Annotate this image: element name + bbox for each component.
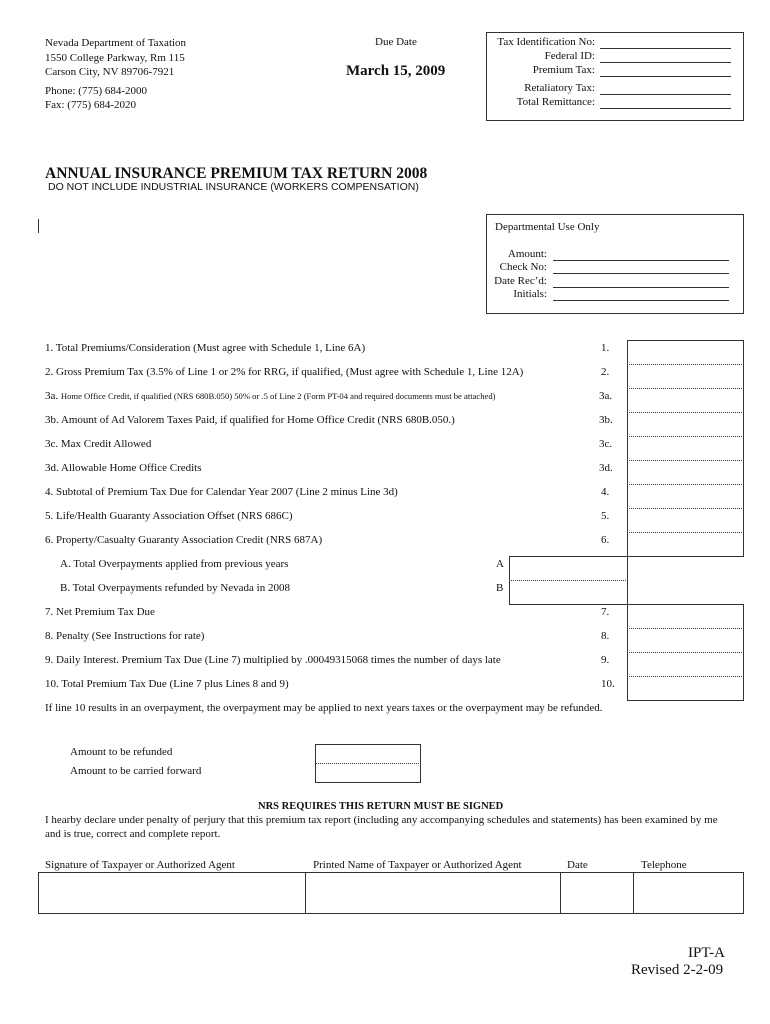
line-number: 9. <box>601 654 610 666</box>
line-item: 9. Daily Interest. Premium Tax Due (Line 7) multiplied by .00049315068 times the number of days late <box>45 654 501 666</box>
line-3c-amount[interactable] <box>627 436 744 461</box>
line-10-amount[interactable] <box>627 676 744 701</box>
retaliatory-tax-label: Retaliatory Tax: <box>524 82 595 94</box>
line-item: 3c. Max Credit Allowed <box>45 438 152 450</box>
premium-tax-label: Premium Tax: <box>532 64 595 76</box>
line-item: A. Total Overpayments applied from previous years <box>60 558 289 570</box>
line-item: 6. Property/Casualty Guaranty Association Credit (NRS 687A) <box>45 534 323 546</box>
line-2-amount[interactable] <box>627 364 744 389</box>
line-3b-amount[interactable] <box>627 412 744 437</box>
line-number: 7. <box>601 606 610 618</box>
revision-date: Revised 2-2-09 <box>631 962 724 978</box>
line-number: 6. <box>601 534 610 546</box>
signature-heading: NRS REQUIRES THIS RETURN MUST BE SIGNED <box>258 801 504 812</box>
due-date: March 15, 2009 <box>346 63 446 79</box>
line-5-amount[interactable] <box>627 508 744 533</box>
address-block <box>45 36 186 113</box>
line-number: 1. <box>601 342 610 354</box>
form-title: ANNUAL INSURANCE PREMIUM TAX RETURN 2008 <box>45 165 428 182</box>
dept-amount-field[interactable] <box>553 260 729 261</box>
federal-id-field[interactable] <box>600 62 731 63</box>
tax-id-label: Tax Identification No: <box>497 36 595 48</box>
line-item-text: Home Office Credit, if qualified (NRS 680B.050) 50% or .5 of Line 2 (Form PT-04 and required documents must be attached) <box>60 391 496 401</box>
date-field[interactable] <box>561 872 634 914</box>
address-line: 1550 College Parkway, Rm 115 <box>45 51 185 64</box>
departmental-use-title: Departmental Use Only <box>495 221 600 233</box>
signature-field[interactable] <box>38 872 306 914</box>
amount-label: Amount: <box>507 248 547 260</box>
tax-id-field[interactable] <box>600 48 731 49</box>
telephone-column-label: Telephone <box>641 859 687 871</box>
carry-forward-label: Amount to be carried forward <box>70 765 202 777</box>
dept-date-recd-field[interactable] <box>553 287 729 288</box>
phone-number: Phone: (775) 684-2000 <box>45 84 148 97</box>
line-item <box>45 390 496 402</box>
line-1-amount[interactable] <box>627 340 744 365</box>
line-number: A <box>496 558 504 570</box>
address-line: Nevada Department of Taxation <box>45 37 187 49</box>
telephone-field[interactable] <box>634 872 744 914</box>
form-id: IPT-A <box>688 945 725 961</box>
date-column-label: Date <box>567 859 588 871</box>
dept-initials-field[interactable] <box>553 300 729 301</box>
line-item: 7. Net Premium Tax Due <box>45 606 155 618</box>
line-number: 2. <box>601 366 610 378</box>
date-recd-label: Date Rec’d: <box>494 275 547 287</box>
dept-check-no-field[interactable] <box>553 273 729 274</box>
line-item: 10. Total Premium Tax Due (Line 7 plus Lines 8 and 9) <box>45 678 289 690</box>
total-remittance-field[interactable] <box>600 108 731 109</box>
printed-name-column-label: Printed Name of Taxpayer or Authorized Agent <box>313 859 522 871</box>
line-number: 10. <box>601 678 615 690</box>
line-number: 5. <box>601 510 610 522</box>
line-item: B. Total Overpayments refunded by Nevada in 2008 <box>60 582 290 594</box>
initials-label: Initials: <box>513 288 547 300</box>
total-remittance-label: Total Remittance: <box>516 96 595 108</box>
due-date-label: Due Date <box>375 36 417 48</box>
line-item: 4. Subtotal of Premium Tax Due for Calendar Year 2007 (Line 2 minus Line 3d) <box>45 486 398 498</box>
declaration-text: I hearby declare under penalty of perjury that this premium tax report (including any accompanying schedules and statements) has been examined by me and is true, correct and complete report. <box>45 814 718 840</box>
line-3a-amount[interactable] <box>627 388 744 413</box>
fax-number: Fax: (775) 684-2020 <box>45 99 137 111</box>
check-no-label: Check No: <box>499 261 547 273</box>
line-item: 3d. Allowable Home Office Credits <box>45 462 202 474</box>
line-number: 3a. <box>599 390 613 402</box>
line-number: 8. <box>601 630 610 642</box>
line-number: 4. <box>601 486 610 498</box>
line-3d-amount[interactable] <box>627 460 744 485</box>
refund-amount-field[interactable] <box>315 744 421 764</box>
line-number: 3d. <box>599 462 613 474</box>
line-7-amount[interactable] <box>627 604 744 629</box>
line-8-amount[interactable] <box>627 628 744 653</box>
line-item: 1. Total Premiums/Consideration (Must agree with Schedule 1, Line 6A) <box>45 342 366 354</box>
margin-mark <box>38 219 39 233</box>
line-item: 3b. Amount of Ad Valorem Taxes Paid, if qualified for Home Office Credit (NRS 680B.050.) <box>45 414 455 426</box>
line-4-amount[interactable] <box>627 484 744 509</box>
tax-id-box <box>486 32 744 121</box>
line-item: 2. Gross Premium Tax (3.5% of Line 1 or 2% for RRG, if qualified, (Must agree with Schedule 1, Line 12A) <box>45 366 524 378</box>
address-line: Carson City, NV 89706-7921 <box>45 66 175 78</box>
retaliatory-tax-field[interactable] <box>600 94 731 95</box>
line-number: 3c. <box>599 438 613 450</box>
printed-name-field[interactable] <box>306 872 561 914</box>
departmental-use-box <box>486 214 744 314</box>
line-6a-amount[interactable] <box>509 556 628 581</box>
line-item: 8. Penalty (See Instructions for rate) <box>45 630 205 642</box>
signature-column-label: Signature of Taxpayer or Authorized Agent <box>45 859 235 871</box>
line-item: 5. Life/Health Guaranty Association Offset (NRS 686C) <box>45 510 293 522</box>
form-subtitle: DO NOT INCLUDE INDUSTRIAL INSURANCE (WORKERS COMPENSATION) <box>48 181 419 193</box>
line-number: B <box>496 582 504 594</box>
premium-tax-field[interactable] <box>600 76 731 77</box>
line-6-amount[interactable] <box>627 532 744 557</box>
line-number: 3b. <box>599 414 613 426</box>
line-item-number: 3a. <box>45 390 59 402</box>
line-6b-amount[interactable] <box>509 580 628 605</box>
carry-forward-amount-field[interactable] <box>315 763 421 783</box>
overpayment-note: If line 10 results in an overpayment, the overpayment may be applied to next years taxes or the overpayment may be refunded. <box>45 702 603 714</box>
line-9-amount[interactable] <box>627 652 744 677</box>
federal-id-label: Federal ID: <box>544 50 595 62</box>
refund-label: Amount to be refunded <box>70 746 173 758</box>
